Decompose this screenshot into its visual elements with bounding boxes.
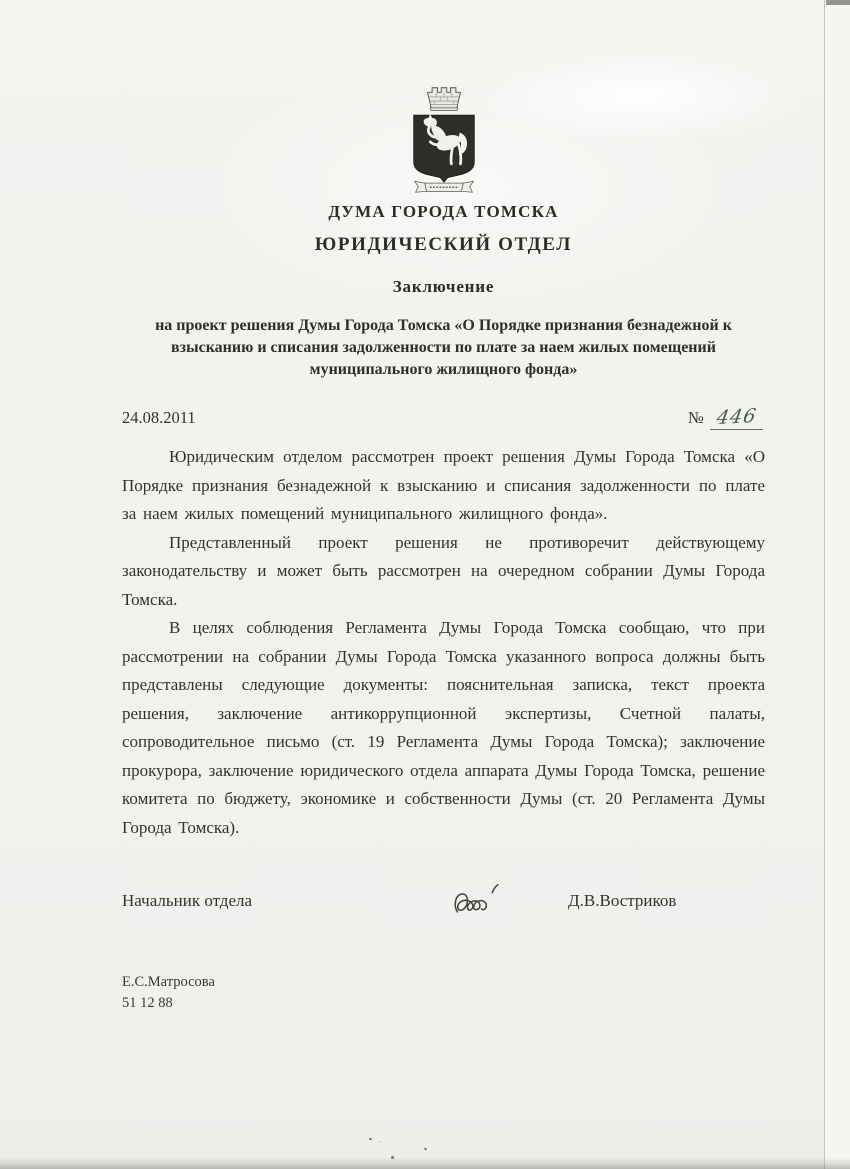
document-date: 24.08.2011 [122,408,196,427]
document-subject: на проект решения Думы Города Томска «О Порядке признания безнадежной к взысканию и списания задолженности по плате за наем жилых помещений муниципального жилищного фонда» [155,317,732,378]
number-underline [710,404,763,430]
dust-speck [424,1147,428,1150]
date-and-number-row [122,404,765,430]
executor-phone: 51 12 88 [122,995,173,1011]
number-sign: № [687,408,704,427]
handwritten-signature-icon [448,879,518,924]
department-name: ЮРИДИЧЕСКИЙ ОТДЕЛ [314,234,573,255]
scan-shadow-bottom-edge [0,1157,850,1169]
dust-speck [369,1138,372,1140]
dust-speck [379,1141,381,1142]
body-paragraph-2: Представленный проект решения не противоречит действующему законодательству и может быть рассмотрен на очередном собрании Думы Города Томска. [122,532,765,609]
signer-name: Д.В.Востриков [568,891,677,910]
body-paragraph-3: В целях соблюдения Регламента Думы Города Томска сообщаю, что при рассмотрении на собрании Думы Города Томска указанного вопроса должны быть представлены следующие документы: пояснительная записка, текст проекта решения, заключение антикоррупционной экспертизы, Счетной палаты, сопроводительное письмо (ст. 19 Регламента Думы Города Томска); заключение прокурора, заключение юридического отдела аппарата Думы Города Томска, решение комитета по бюджету, экономике и собственности Думы (ст. 20 Регламента Думы Города Томска). [122,618,765,837]
document-number [687,404,763,430]
document-title: Заключение [392,277,495,296]
tomsk-coat-of-arms-icon [400,85,488,195]
signer-position: Начальник отдела [122,891,253,910]
executor-name: Е.С.Матросова [122,974,215,990]
document-body [122,443,765,842]
organization-name: ДУМА ГОРОДА ТОМСКА [328,202,559,221]
signature-row [122,882,765,920]
body-paragraph-1: Юридическим отделом рассмотрен проект решения Думы Города Томска «О Порядке признания безнадежной к взысканию и списания задолженности по плате за наем жилых помещений муниципального жилищного фонда». [122,447,765,523]
handwritten-number: 446 [714,404,759,430]
executor-block [122,972,765,1014]
